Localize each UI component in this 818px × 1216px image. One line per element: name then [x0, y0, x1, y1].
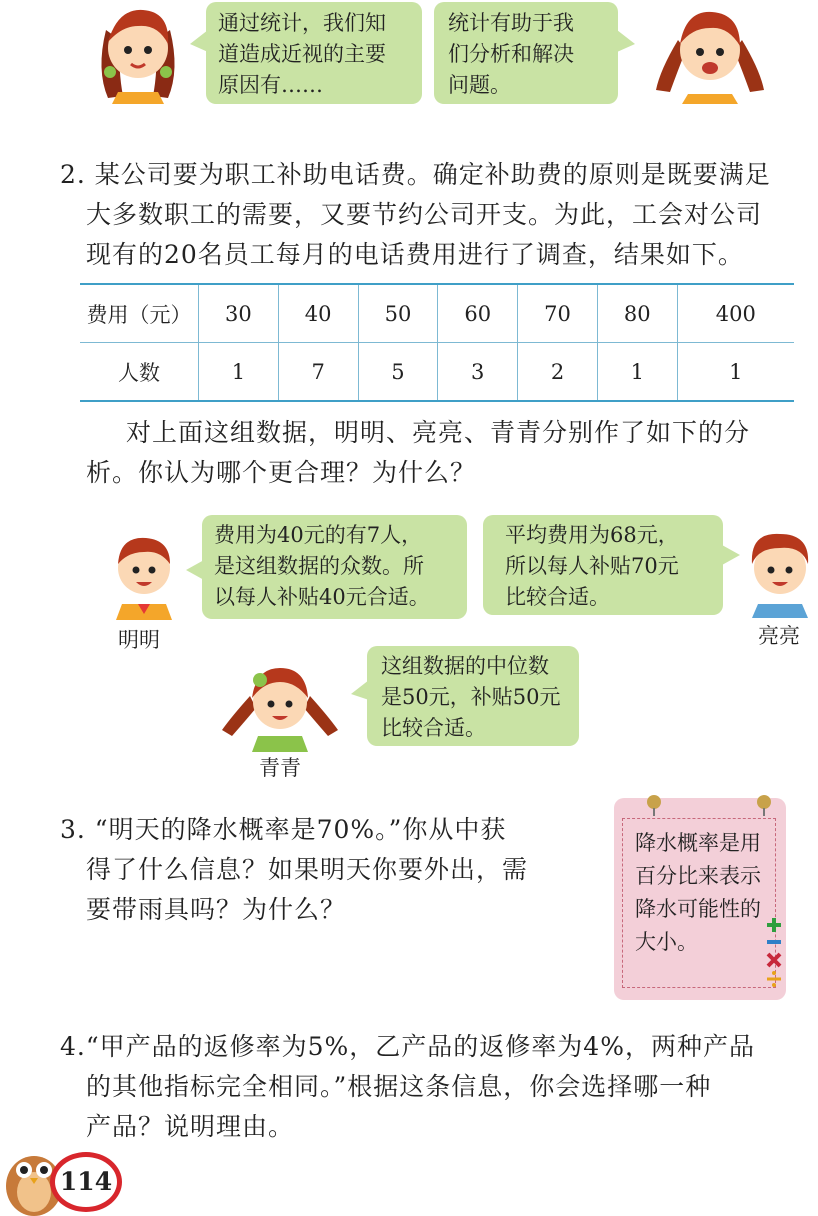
table-cell: 400 — [677, 284, 794, 343]
mingming-character — [108, 528, 180, 620]
table-cell: 30 — [199, 284, 279, 343]
question-3-text: 3. “明天的降水概率是70%。”你从中获 得了什么信息？如果明天你要外出，需 要带雨具吗？为什么？ — [60, 815, 529, 924]
speech-bubble-qingqing: 这组数据的中位数 是50元，补贴50元 比较合适。 — [367, 646, 579, 746]
table-cell: 50 — [358, 284, 438, 343]
girl-character-right — [650, 0, 770, 104]
table-cell: 80 — [597, 284, 677, 343]
pushpin-icon — [642, 792, 666, 816]
speech-bubble-top-right: 统计有助于我 们分析和解决 问题。 — [434, 2, 618, 104]
table-cell: 1 — [199, 343, 279, 402]
question-2-followup: 对上面这组数据，明明、亮亮、青青分别作了如下的分 析。你认为哪个更合理？为什么？ — [86, 418, 751, 487]
math-operators-icon — [764, 916, 784, 988]
qingqing-name: 青青 — [259, 756, 301, 780]
table-header-count: 人数 — [80, 343, 199, 402]
speech-bubble-liangliang: 平均费用为68元， 所以每人补贴70元 比较合适。 — [483, 515, 723, 615]
table-cell: 40 — [278, 284, 358, 343]
bubble-tail-icon — [722, 545, 740, 567]
table-cell: 7 — [278, 343, 358, 402]
table-cell: 1 — [677, 343, 794, 402]
bubble-tail-icon — [351, 680, 369, 702]
tip-note-text: 降水概率是用 百分比来表示 降水可能性的 大小。 — [622, 818, 776, 988]
table-cell: 60 — [438, 284, 518, 343]
table-header-fee: 费用（元） — [80, 284, 199, 343]
table-cell: 2 — [518, 343, 598, 402]
tip-note-card — [614, 798, 786, 1000]
speech-bubble-top-left: 通过统计，我们知 道造成近视的主要 原因有…… — [206, 2, 422, 104]
girl-character-left — [88, 0, 188, 104]
table-cell: 3 — [438, 343, 518, 402]
phone-fee-table — [80, 283, 794, 402]
liangliang-character — [744, 526, 816, 618]
question-4-text: 4.“甲产品的返修率为5%，乙产品的返修率为4%，两种产品 的其他指标完全相同。”根据这条信息，你会选择哪一种 产品？说明理由。 — [60, 1032, 755, 1141]
speech-bubble-mingming: 费用为40元的有7人， 是这组数据的众数。所 以每人补贴40元合适。 — [202, 515, 467, 619]
bubble-tail-icon — [617, 30, 635, 54]
table-cell: 70 — [518, 284, 598, 343]
mingming-name: 明明 — [118, 628, 160, 652]
question-2-text: 2. 某公司要为职工补助电话费。确定补助费的原则是既要满足 大多数职工的需要，又要节约公司开支。为此，工会对公司 现有的20名员工每月的电话费用进行了调查，结果如下。 — [60, 160, 771, 269]
table-row-count — [80, 343, 794, 402]
page-number: 114 — [50, 1152, 122, 1212]
table-cell: 1 — [597, 343, 677, 402]
bubble-tail-icon — [186, 560, 204, 582]
qingqing-character — [218, 660, 342, 752]
table-row-fee — [80, 284, 794, 343]
bubble-tail-icon — [190, 30, 208, 54]
pushpin-icon — [752, 792, 776, 816]
table-cell: 5 — [358, 343, 438, 402]
liangliang-name: 亮亮 — [758, 624, 800, 648]
